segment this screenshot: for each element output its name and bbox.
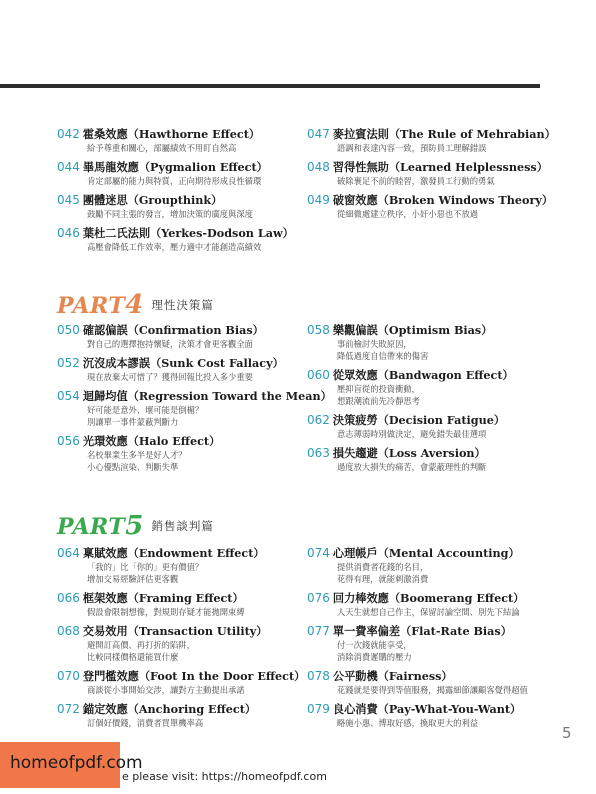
entry-description: 對自己的選擇抱持懷疑，決策才會更客觀全面 [87,339,253,349]
toc-entry[interactable] [57,127,297,154]
entry-description: 從細微處建立秩序，小奸小惡也不放過 [337,209,479,219]
entry-page-number: 072 [57,702,80,716]
toc-entry[interactable] [57,160,297,187]
part4-subtitle: 理性決策篇 [151,298,214,312]
entry-page-number: 074 [307,546,330,560]
entry-title: 畢馬龍效應（Pygmalion Effect） [82,160,268,174]
entry-page-number: 047 [307,127,330,141]
entry-title: 團體迷思（Groupthink） [82,193,223,207]
entry-page-number: 076 [307,591,330,605]
entry-page-number: 054 [57,389,80,403]
entry-page-number: 058 [307,323,330,337]
toc-entry[interactable] [307,591,577,618]
entry-description: 人天生就想自己作主，保留討論空間、別先下結論 [337,607,520,617]
entry-page-number: 042 [57,127,80,141]
entry-description: 假設會限制想像，對規則存疑才能拋開束縛 [87,607,245,617]
entry-title-line [57,389,332,404]
toc-entry[interactable] [307,413,577,440]
entry-title-line [57,226,297,241]
part5-heading [57,511,214,541]
toc-entry[interactable] [57,193,297,220]
entry-description: 過度放大損失的痛苦，會蒙蔽理性的判斷 [337,462,487,472]
entry-page-number: 050 [57,323,80,337]
entry-title-line [307,669,577,684]
entry-description: 避開訂高價、再打折的陷阱， [87,640,195,650]
entry-title: 沉沒成本謬誤（Sunk Cost Fallacy） [82,356,284,370]
entry-description: 事前檢討失敗原因， [337,339,412,349]
entry-title-line [57,702,297,717]
entry-description: 花錢就是要得到等值服務，揭露細節讓顧客覺得超值 [337,685,528,695]
entry-title: 習得性無助（Learned Helplessness） [332,160,548,174]
entry-description: 高壓會降低工作效率，壓力適中才能創造高績效 [87,242,262,252]
entry-title: 霍桑效應（Hawthorne Effect） [82,127,261,141]
entry-title-line [57,193,297,208]
part5-left-column [57,546,306,735]
entry-title: 從眾效應（Bandwagon Effect） [332,368,514,382]
entry-title-line [57,127,297,142]
part4-heading [57,290,214,320]
entry-title-line [307,446,577,461]
entry-title-line [57,546,297,561]
entry-title: 迴歸均值（Regression Toward the Mean） [82,389,332,403]
top-rule [0,84,540,88]
entry-description: 付一次錢就能享受， [337,640,412,650]
entry-page-number: 049 [307,193,330,207]
entry-description: 鼓勵不同主張的發言，增加決策的廣度與深度 [87,209,253,219]
part4-right-column [307,323,577,479]
entry-description: 提供消費者花錢的名目， [337,562,429,572]
entry-page-number: 062 [307,413,330,427]
part4-word: PART [57,293,126,319]
entry-title: 錨定效應（Anchoring Effect） [82,702,257,716]
entry-title-line [57,434,297,449]
entry-title-line [307,413,577,428]
entry-page-number: 078 [307,669,330,683]
page-number: 5 [562,724,572,742]
entry-title-line [307,368,577,383]
entry-description: 比較同樣價格還能買什麼 [87,652,179,662]
entry-title-line [57,356,297,371]
entry-description: 訂個好價錢，消費者買單機率高 [87,718,204,728]
entry-title: 確認偏誤（Confirmation Bias） [82,323,264,337]
entry-title: 光環效應（Halo Effect） [82,434,221,448]
toc-entry[interactable] [307,669,577,696]
entry-page-number: 048 [307,160,330,174]
top-right-column [307,127,577,226]
entry-title-line [307,127,577,142]
watermark-logo-box[interactable] [0,742,143,788]
entry-description: 意志薄弱時別做決定，避免錯失最佳選項 [337,429,487,439]
entry-title-line [307,591,577,606]
toc-entry[interactable] [307,368,577,407]
toc-entry[interactable] [57,702,297,729]
entry-title: 框架效應（Framing Effect） [82,591,244,605]
watermark-logo: homeofpdf.com [10,753,143,773]
entry-description: 增加交易經驗評估更客觀 [87,574,179,584]
toc-entry[interactable] [307,446,577,473]
entry-page-number: 068 [57,624,80,638]
entry-title: 葉杜二氏法則（Yerkes-Dodson Law） [82,226,294,240]
entry-page-number: 064 [57,546,80,560]
entry-title: 回力棒效應（Boomerang Effect） [332,591,525,605]
toc-entry[interactable] [57,546,297,585]
entry-page-number: 052 [57,356,80,370]
toc-entry[interactable] [57,624,297,663]
entry-title: 損失趨避（Loss Aversion） [332,446,486,460]
entry-title-line [57,323,297,338]
entry-page-number: 060 [307,368,330,382]
watermark-text[interactable]: e please visit: https://homeofpdf.com [122,770,327,783]
entry-page-number: 045 [57,193,80,207]
entry-description: 略施小惠、博取好感，換取更大的利益 [337,718,479,728]
entry-title: 破窗效應（Broken Windows Theory） [332,193,554,207]
part5-word: PART [57,514,126,540]
entry-description: 商談從小事開始交涉，讓對方主動提出承諾 [87,685,245,695]
entry-description: 小心優點渲染、判斷失準 [87,462,179,472]
entry-description: 語調和表達內容一致，預防員工理解錯誤 [337,143,487,153]
entry-description: 壓抑盲從的投資衝動， [337,384,420,394]
entry-title: 交易效用（Transaction Utility） [82,624,268,638]
toc-entry[interactable] [307,624,577,663]
entry-title-line [307,624,577,639]
toc-entry[interactable] [57,434,297,473]
entry-description: 花得有理，就能刺激消費 [337,574,429,584]
entry-page-number: 056 [57,434,80,448]
entry-title-line [307,702,577,717]
entry-title-line [57,624,297,639]
toc-entry[interactable] [57,226,297,253]
entry-title-line [307,546,577,561]
part5-number: 5 [125,511,144,541]
toc-entry[interactable] [57,356,297,383]
entry-title: 麥拉賓法則（The Rule of Mehrabian） [332,127,556,141]
entry-description: 別讓單一事件蒙蔽判斷力 [87,417,179,427]
entry-description: 名校畢業生多半是好人才？ [87,450,187,460]
entry-title-line [307,160,577,175]
entry-page-number: 044 [57,160,80,174]
top-left-column [57,127,297,259]
entry-title-line [57,669,306,684]
toc-entry[interactable] [307,160,577,187]
toc-entry[interactable] [307,127,577,154]
entry-title: 稟賦效應（Endowment Effect） [82,546,265,560]
entry-title-line [307,323,577,338]
entry-title: 單一費率偏差（Flat-Rate Bias） [332,624,512,638]
toc-entry[interactable] [307,702,577,729]
toc-entry[interactable] [307,323,577,362]
toc-entry[interactable] [57,323,297,350]
entry-title: 樂觀偏誤（Optimism Bias） [332,323,493,337]
toc-entry[interactable] [307,546,577,585]
entry-page-number: 079 [307,702,330,716]
entry-title-line [307,193,577,208]
entry-title: 心理帳戶（Mental Accounting） [332,546,520,560]
entry-title: 良心消費（Pay-What-You-Want） [332,702,522,716]
toc-entry[interactable] [307,193,577,220]
entry-description: 好可能是意外、壞可能是倒楣？ [87,405,204,415]
entry-description: 「我的」比「你的」更有價值？ [87,562,204,572]
entry-page-number: 063 [307,446,330,460]
entry-title: 登門檻效應（Foot In the Door Effect） [82,669,306,683]
toc-entry[interactable] [57,669,306,696]
entry-page-number: 046 [57,226,80,240]
part5-subtitle: 銷售談判篇 [151,519,214,533]
entry-title-line [57,591,297,606]
entry-title-line [57,160,297,175]
entry-description: 想跟潮流前先冷靜思考 [337,396,420,406]
part5-right-column [307,546,577,735]
entry-description: 消除消費遲購的壓力 [337,652,412,662]
entry-description: 肯定部屬的能力與特質，正向期待形成良性循環 [87,176,262,186]
entry-description: 破除裹足不前的睦習，激發員工行動的勇氣 [337,176,495,186]
entry-page-number: 070 [57,669,80,683]
entry-title: 決策疲勞（Decision Fatigue） [332,413,506,427]
toc-entry[interactable] [57,591,297,618]
part4-number: 4 [125,290,144,320]
entry-page-number: 077 [307,624,330,638]
entry-description: 給予尊重和關心，部屬績效不用盯自然高 [87,143,237,153]
entry-title: 公平動機（Fairness） [332,669,453,683]
entry-description: 現在放棄太可惜了？獲得回報比投入多少重要 [87,372,253,382]
entry-page-number: 066 [57,591,80,605]
entry-description: 降低過度自信帶來的傷害 [337,351,429,361]
